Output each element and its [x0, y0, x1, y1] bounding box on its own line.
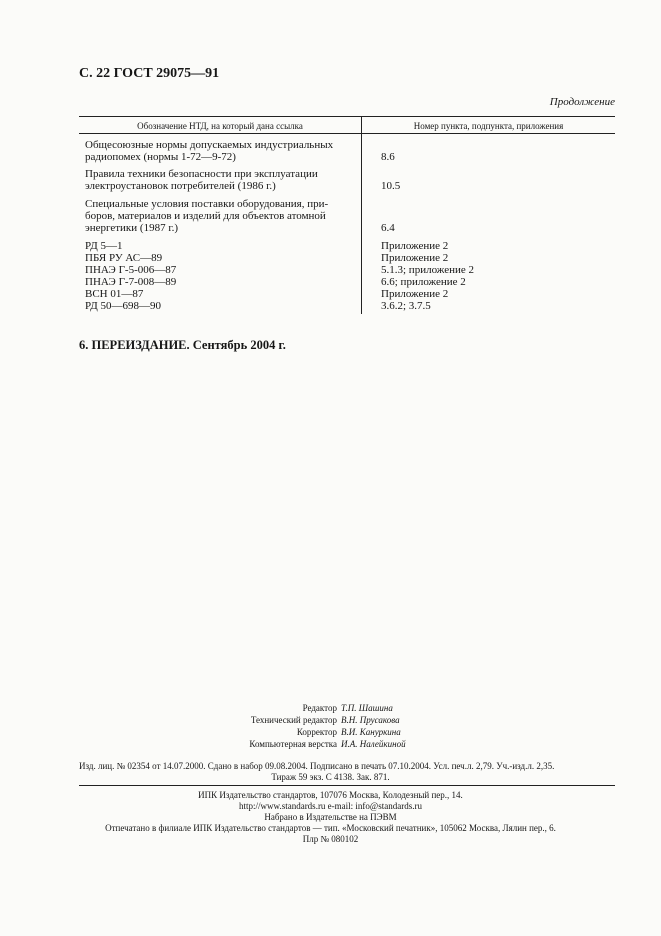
row-doc-line: Специальные условия поставки оборудования, при- — [85, 198, 329, 210]
credit-tech-editor — [251, 715, 337, 725]
credit-layout — [249, 739, 337, 749]
table-column-divider — [361, 116, 362, 314]
table-top-rule — [79, 116, 615, 117]
imprint-line: ИПК Издательство стандартов, 107076 Москва, Колодезный пер., 14. — [198, 790, 463, 800]
column-header-reference: Номер пункта, подпункта, приложения — [413, 121, 564, 131]
credit-layout-name: И.А. Налейкиной — [341, 739, 406, 749]
credit-corrector-name: В.И. Кануркина — [341, 727, 401, 737]
row-ref: 5.1.3; приложение 2 — [381, 264, 475, 276]
credit-role: Редактор — [302, 703, 337, 713]
credit-editor-name: Т.П. Шашина — [341, 703, 393, 713]
row-ref: Приложение 2 — [381, 288, 449, 300]
imprint-line: Набрано в Издательстве на ПЭВМ — [264, 812, 397, 822]
row-ref: 6.6; приложение 2 — [381, 276, 466, 288]
continuation-label: Продолжение — [549, 96, 615, 108]
row-doc-line: ПНАЭ Г-7-008—89 — [85, 276, 177, 288]
row-doc-line: боров, материалов и изделий для объектов атомной — [85, 210, 326, 222]
row-ref: 8.6 — [381, 151, 395, 163]
row-doc-line: РД 50—698—90 — [85, 300, 162, 312]
row-doc-line: электроустановок потребителей (1986 г.) — [85, 180, 276, 192]
row-doc-line: Общесоюзные нормы допускаемых индустриальных — [85, 139, 334, 151]
credit-tech-editor-name: В.Н. Прусакова — [341, 715, 400, 725]
row-doc-line: Правила техники безопасности при эксплуатации — [85, 168, 318, 180]
row-ref: 10.5 — [381, 180, 401, 192]
credit-corrector — [297, 727, 337, 737]
table-header-rule — [79, 133, 615, 134]
reissue-note: 6. ПЕРЕИЗДАНИЕ. Сентябрь 2004 г. — [79, 338, 286, 352]
row-ref: 3.6.2; 3.7.5 — [381, 300, 431, 312]
imprint-line: Плр № 080102 — [302, 834, 359, 844]
row-doc-line: радиопомех (нормы 1-72—9-72) — [85, 151, 236, 163]
row-ref: Приложение 2 — [381, 252, 449, 264]
imprint-line: Отпечатано в филиале ИПК Издательство стандартов — тип. «Московский печатник», 105062 Москва, Лялин пер., 6. — [105, 823, 556, 833]
row-doc-line: ПНАЭ Г-5-006—87 — [85, 264, 177, 276]
credit-role: Технический редактор — [250, 715, 337, 725]
imprint-line: http://www.standards.ru e-mail: info@standards.ru — [239, 801, 422, 811]
row-doc-line: ПБЯ РУ АС—89 — [85, 252, 163, 264]
imprint-block — [0, 790, 661, 845]
row-doc-line: РД 5—1 — [85, 240, 123, 252]
page-header: С. 22 ГОСТ 29075—91 — [79, 66, 220, 81]
publication-line-1: Изд. лиц. № 02354 от 14.07.2000. Сдано в набор 09.08.2004. Подписано в печать 07.10.2004. Усл. печ.л. 2,79. Уч.-изд.л. 2,35. — [79, 761, 555, 771]
column-header-document: Обозначение НТД, на который дана ссылка — [137, 121, 303, 131]
publication-line-2: Тираж 59 экз. С 4138. Зак. 871. — [271, 772, 390, 782]
row-ref: 6.4 — [381, 222, 395, 234]
imprint-rule — [79, 785, 615, 786]
row-doc-line: ВСН 01—87 — [85, 288, 144, 300]
row-doc-line: энергетики (1987 г.) — [85, 222, 179, 234]
credit-role: Корректор — [296, 727, 337, 737]
row-ref: Приложение 2 — [381, 240, 449, 252]
credit-editor — [303, 703, 337, 713]
credit-role: Компьютерная верстка — [249, 739, 337, 749]
